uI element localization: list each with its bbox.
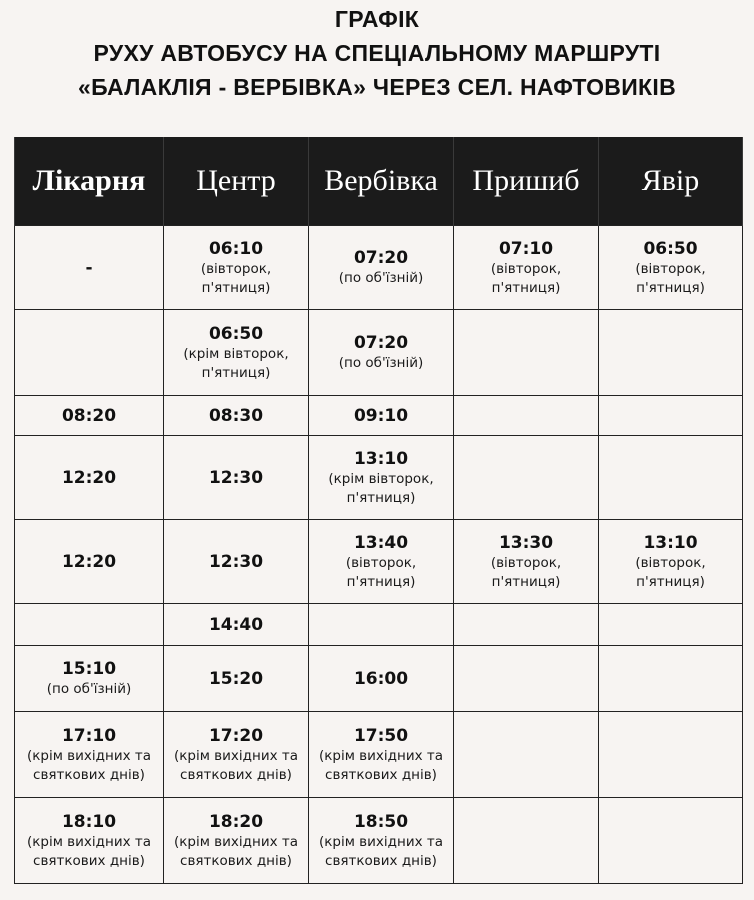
schedule-cell-yavir bbox=[599, 436, 743, 520]
schedule-cell-pryshyb bbox=[454, 436, 599, 520]
departure-time: 12:20 bbox=[61, 551, 117, 572]
schedule-note: п'ятниця) bbox=[636, 573, 705, 590]
schedule-cell-verbivka bbox=[309, 226, 454, 310]
departure-time: 15:20 bbox=[208, 668, 264, 689]
table-row bbox=[15, 436, 743, 520]
schedule-note: святкових днів) bbox=[325, 852, 437, 869]
departure-time: 18:10 bbox=[61, 811, 117, 832]
schedule-note: (вівторок, bbox=[490, 260, 562, 277]
departure-time: 17:10 bbox=[61, 725, 117, 746]
schedule-note: святкових днів) bbox=[180, 766, 292, 783]
schedule-cell-verbivka bbox=[309, 798, 454, 884]
schedule-note: святкових днів) bbox=[325, 766, 437, 783]
departure-time: 18:50 bbox=[353, 811, 409, 832]
schedule-note: п'ятниця) bbox=[201, 279, 271, 296]
table-row bbox=[15, 310, 743, 396]
schedule-cell-tsentr bbox=[164, 436, 309, 520]
schedule-cell-verbivka bbox=[309, 520, 454, 604]
schedule-table bbox=[14, 137, 743, 884]
schedule-cell-verbivka bbox=[309, 712, 454, 798]
column-header-pryshyb: Пришиб bbox=[454, 137, 599, 226]
schedule-cell-likarnia bbox=[15, 712, 164, 798]
departure-time: 12:30 bbox=[208, 551, 264, 572]
departure-time: 13:10 bbox=[353, 448, 409, 469]
schedule-cell-verbivka bbox=[309, 604, 454, 646]
departure-time: 17:20 bbox=[208, 725, 264, 746]
schedule-note: (крім вівторок, bbox=[183, 345, 289, 362]
schedule-cell-likarnia bbox=[15, 310, 164, 396]
schedule-cell-likarnia bbox=[15, 604, 164, 646]
schedule-note: святкових днів) bbox=[33, 766, 145, 783]
schedule-cell-verbivka bbox=[309, 646, 454, 712]
schedule-note: (по об'їзній) bbox=[46, 681, 132, 697]
schedule-note: (крім вихідних та bbox=[173, 833, 299, 850]
schedule-note: п'ятниця) bbox=[491, 573, 561, 590]
departure-time: 08:20 bbox=[61, 405, 117, 426]
schedule-note: (крім вихідних та bbox=[26, 747, 152, 764]
header-row bbox=[15, 137, 743, 226]
schedule-cell-pryshyb bbox=[454, 396, 599, 436]
departure-time: 15:10 bbox=[61, 659, 117, 679]
schedule-note: (крім вихідних та bbox=[173, 747, 299, 764]
schedule-cell-likarnia bbox=[15, 226, 164, 310]
departure-time: 12:20 bbox=[61, 467, 117, 488]
departure-time: 06:50 bbox=[643, 238, 698, 259]
schedule-note: п'ятниця) bbox=[346, 489, 416, 506]
schedule-cell-tsentr bbox=[164, 604, 309, 646]
schedule-note: п'ятниця) bbox=[491, 279, 561, 296]
schedule-cell-verbivka bbox=[309, 436, 454, 520]
title-line-3: «БАЛАКЛІЯ - ВЕРБІВКА» ЧЕРЕЗ СЕЛ. НАФТОВИКІВ bbox=[78, 74, 676, 100]
schedule-cell-tsentr bbox=[164, 520, 309, 604]
departure-time: 16:00 bbox=[353, 668, 409, 689]
table-row bbox=[15, 604, 743, 646]
schedule-note: п'ятниця) bbox=[201, 364, 271, 381]
departure-time: 06:50 bbox=[208, 323, 264, 344]
table-row bbox=[15, 396, 743, 436]
departure-time: 08:30 bbox=[208, 405, 264, 426]
schedule-cell-verbivka bbox=[309, 310, 454, 396]
schedule-cell-tsentr bbox=[164, 798, 309, 884]
schedule-cell-pryshyb bbox=[454, 646, 599, 712]
departure-time: 18:20 bbox=[208, 811, 264, 832]
title-line-1: ГРАФІК bbox=[334, 6, 420, 32]
column-header-yavir: Явір bbox=[599, 137, 743, 226]
table-row bbox=[15, 520, 743, 604]
departure-time: 07:10 bbox=[498, 238, 554, 259]
departure-time: 13:40 bbox=[353, 532, 409, 553]
schedule-cell-yavir bbox=[599, 310, 743, 396]
schedule-cell-pryshyb bbox=[454, 798, 599, 884]
column-header-likarnia: Лікарня bbox=[15, 137, 164, 226]
schedule-note: святкових днів) bbox=[180, 852, 292, 869]
schedule-note: (вівторок, bbox=[345, 554, 417, 571]
schedule-cell-tsentr bbox=[164, 226, 309, 310]
title-line-2: РУХУ АВТОБУСУ НА СПЕЦІАЛЬНОМУ МАРШРУТІ bbox=[93, 40, 661, 66]
departure-time: 13:30 bbox=[498, 532, 554, 553]
schedule-note: п'ятниця) bbox=[636, 279, 705, 296]
schedule-cell-yavir bbox=[599, 798, 743, 884]
departure-time: 14:40 bbox=[208, 614, 264, 635]
departure-time: 12:30 bbox=[208, 467, 264, 488]
departure-time: 07:20 bbox=[353, 248, 409, 268]
schedule-cell-tsentr bbox=[164, 396, 309, 436]
schedule-cell-yavir bbox=[599, 396, 743, 436]
schedule-cell-pryshyb bbox=[454, 712, 599, 798]
departure-time: 09:10 bbox=[353, 405, 409, 426]
schedule-note: (крім вихідних та bbox=[26, 833, 152, 850]
page-title bbox=[0, 2, 754, 104]
schedule-header bbox=[15, 137, 743, 226]
table-row bbox=[15, 712, 743, 798]
table-row bbox=[15, 226, 743, 310]
schedule-cell-likarnia bbox=[15, 396, 164, 436]
departure-time: 17:50 bbox=[353, 725, 409, 746]
schedule-note: (вівторок, bbox=[635, 260, 706, 277]
schedule-cell-likarnia bbox=[15, 646, 164, 712]
schedule-cell-yavir bbox=[599, 520, 743, 604]
schedule-body bbox=[15, 226, 743, 884]
departure-time: - bbox=[85, 257, 93, 278]
schedule-cell-tsentr bbox=[164, 712, 309, 798]
schedule-note: (вівторок, bbox=[490, 554, 562, 571]
schedule-cell-tsentr bbox=[164, 646, 309, 712]
schedule-cell-tsentr bbox=[164, 310, 309, 396]
schedule-note: (вівторок, bbox=[635, 554, 706, 571]
departure-time: 06:10 bbox=[208, 238, 264, 259]
table-row bbox=[15, 798, 743, 884]
schedule-note: (по об'їзній) bbox=[338, 270, 424, 286]
table-row bbox=[15, 646, 743, 712]
schedule-cell-likarnia bbox=[15, 436, 164, 520]
schedule-cell-pryshyb bbox=[454, 520, 599, 604]
schedule-cell-yavir bbox=[599, 604, 743, 646]
schedule-cell-yavir bbox=[599, 226, 743, 310]
departure-time: 07:20 bbox=[353, 333, 409, 353]
schedule-note: (вівторок, bbox=[200, 260, 272, 277]
schedule-cell-likarnia bbox=[15, 520, 164, 604]
schedule-note: (крім вівторок, bbox=[328, 470, 434, 487]
column-header-verbivka: Вербівка bbox=[309, 137, 454, 226]
schedule-cell-yavir bbox=[599, 712, 743, 798]
schedule-note: (крім вихідних та bbox=[318, 747, 444, 764]
schedule-cell-pryshyb bbox=[454, 310, 599, 396]
schedule-note: святкових днів) bbox=[33, 852, 145, 869]
departure-time: 13:10 bbox=[643, 532, 698, 553]
schedule-note: (крім вихідних та bbox=[318, 833, 444, 850]
schedule-cell-pryshyb bbox=[454, 226, 599, 310]
column-header-tsentr: Центр bbox=[164, 137, 309, 226]
schedule-note: (по об'їзній) bbox=[338, 355, 424, 371]
schedule-cell-verbivka bbox=[309, 396, 454, 436]
schedule-cell-likarnia bbox=[15, 798, 164, 884]
schedule-note: п'ятниця) bbox=[346, 573, 416, 590]
schedule-cell-pryshyb bbox=[454, 604, 599, 646]
schedule-cell-yavir bbox=[599, 646, 743, 712]
